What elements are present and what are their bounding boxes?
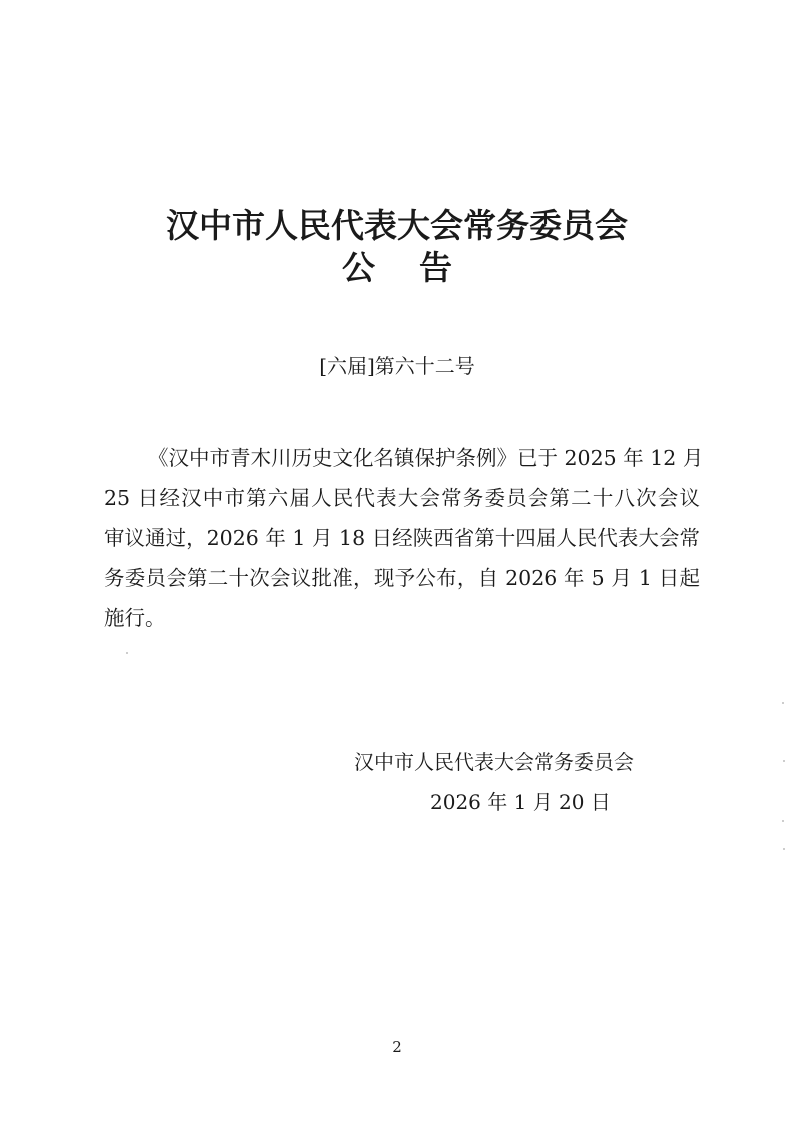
scan-speck bbox=[782, 702, 784, 704]
scan-speck bbox=[783, 760, 785, 762]
scan-speck bbox=[782, 820, 784, 822]
document-type-char-1: 公 bbox=[342, 248, 375, 287]
issuer-title: 汉中市人民代表大会常务委员会 bbox=[166, 206, 628, 245]
body-line: 务委员会第二十次会议批准，现予公布，自 2026 年 5 月 1 日起 bbox=[104, 566, 700, 590]
body-line: 审议通过，2026 年 1 月 18 日经陕西省第十四届人民代表大会常 bbox=[104, 526, 700, 550]
signature-issuer: 汉中市人民代表大会常务委员会 bbox=[354, 750, 634, 774]
body-line: 25 日经汉中市第六届人民代表大会常务委员会第二十八次会议 bbox=[104, 486, 700, 510]
announcement-body bbox=[104, 438, 704, 638]
body-line: 《汉中市青木川历史文化名镇保护条例》已于 2025 年 12 月 bbox=[148, 446, 704, 470]
document-type-title bbox=[0, 248, 794, 288]
page-number: 2 bbox=[392, 1038, 402, 1056]
scan-speck bbox=[126, 652, 128, 654]
signature-date: 2026 年 1 月 20 日 bbox=[430, 790, 611, 814]
document-type-char-2: 告 bbox=[419, 248, 452, 287]
document-number: [六届]第六十二号 bbox=[319, 354, 475, 378]
scan-speck bbox=[783, 848, 785, 850]
body-line: 施行。 bbox=[104, 606, 166, 630]
